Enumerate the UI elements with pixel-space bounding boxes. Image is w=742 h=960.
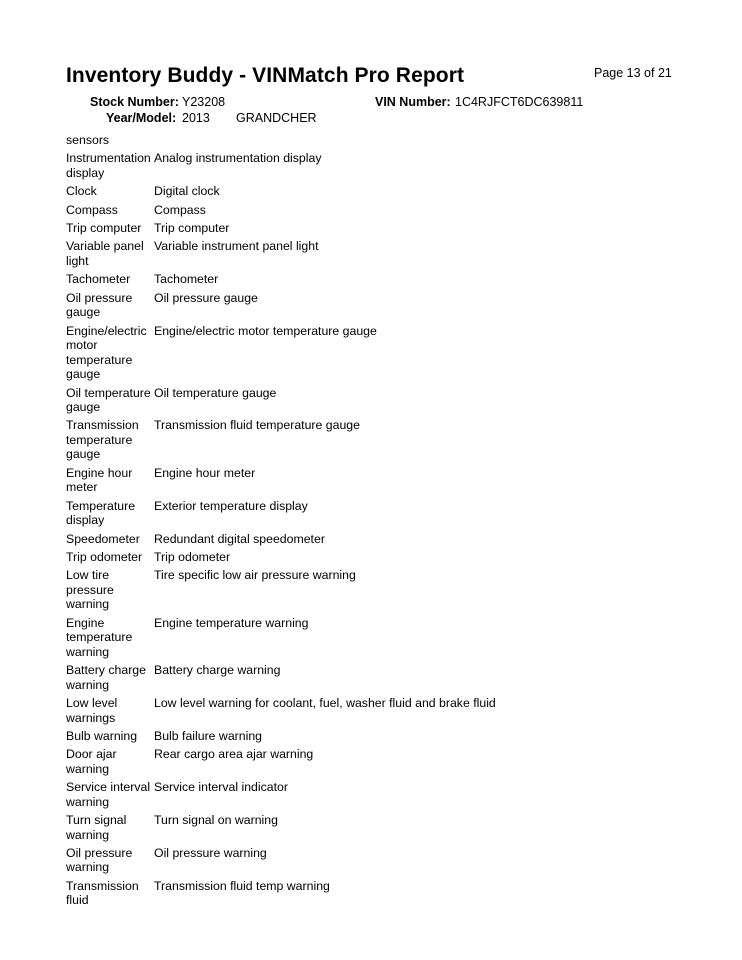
item-name: Clock xyxy=(66,184,97,199)
item-name: Door ajar warning xyxy=(66,747,117,776)
item-description: Variable instrument panel light xyxy=(154,239,319,254)
item-description: Turn signal on warning xyxy=(154,813,278,828)
list-item xyxy=(66,239,686,268)
item-description: Battery charge warning xyxy=(154,663,281,678)
item-description: Engine temperature warning xyxy=(154,615,309,630)
item-name: Engine/electric motor temperature gauge xyxy=(66,323,147,382)
item-description: Engine/electric motor temperature gauge xyxy=(154,323,377,338)
page-number: Page 13 of 21 xyxy=(594,66,672,80)
list-item xyxy=(66,532,686,547)
item-description: Trip odometer xyxy=(154,549,231,564)
item-description: Oil temperature gauge xyxy=(154,385,277,400)
item-name: Battery charge warning xyxy=(66,663,146,692)
item-name: Instrumentation display xyxy=(66,151,151,180)
item-name: Oil temperature gauge xyxy=(66,385,151,415)
item-name: Low tire pressure warning xyxy=(66,568,114,612)
list-item xyxy=(66,663,686,692)
item-name: Engine temperature warning xyxy=(66,615,133,659)
item-description: Rear cargo area ajar warning xyxy=(154,747,314,762)
list-item xyxy=(66,291,686,320)
model-value: GRANDCHER xyxy=(236,111,317,125)
list-item xyxy=(66,151,686,180)
item-description: Engine hour meter xyxy=(154,465,256,480)
item-name: Temperature display xyxy=(66,498,136,528)
item-description: Bulb failure warning xyxy=(154,728,263,743)
stock-number-label: Stock Number: xyxy=(90,95,179,109)
vin-label: VIN Number: xyxy=(375,95,451,109)
item-description: Exterior temperature display xyxy=(154,498,308,513)
list-item xyxy=(66,813,686,842)
item-name: Oil pressure warning xyxy=(66,845,133,875)
item-description: Trip computer xyxy=(154,221,230,236)
item-description: Tachometer xyxy=(154,272,219,287)
item-name: Variable panel light xyxy=(66,239,144,268)
stock-number-value: Y23208 xyxy=(182,95,226,109)
list-item xyxy=(66,466,686,495)
list-item xyxy=(66,747,686,776)
item-name: Trip computer xyxy=(66,221,142,236)
list-item xyxy=(66,324,686,382)
continued-text: sensors xyxy=(66,133,110,147)
item-name: Low level warnings xyxy=(66,696,118,725)
list-item xyxy=(66,879,686,908)
item-description: Compass xyxy=(154,202,206,217)
item-name: Compass xyxy=(66,202,118,217)
report-title: Inventory Buddy - VINMatch Pro Report xyxy=(66,64,465,87)
list-item xyxy=(66,696,686,725)
item-description: Tire specific low air pressure warning xyxy=(154,568,356,583)
list-item xyxy=(66,729,686,744)
item-description: Transmission fluid temperature gauge xyxy=(154,418,360,433)
list-item xyxy=(66,272,686,287)
item-description: Digital clock xyxy=(154,184,220,199)
equipment-list xyxy=(66,133,686,912)
item-description: Analog instrumentation display xyxy=(154,151,322,166)
item-description: Transmission fluid temp warning xyxy=(154,878,330,893)
item-description: Oil pressure warning xyxy=(154,845,267,860)
item-description: Redundant digital speedometer xyxy=(154,531,325,546)
list-item xyxy=(66,203,686,218)
list-item xyxy=(66,221,686,236)
year-model-label: Year/Model: xyxy=(106,111,177,125)
list-item xyxy=(66,184,686,199)
item-name: Transmission fluid xyxy=(66,878,139,908)
list-item xyxy=(66,418,686,462)
list-item xyxy=(66,568,686,612)
list-item xyxy=(66,846,686,875)
item-description: Low level warning for coolant, fuel, washer fluid and brake fluid xyxy=(154,696,496,711)
item-name: Trip odometer xyxy=(66,549,143,564)
item-name: Transmission temperature gauge xyxy=(66,418,139,462)
item-description: Service interval indicator xyxy=(154,780,288,795)
list-item xyxy=(66,550,686,565)
item-name: Speedometer xyxy=(66,531,140,546)
list-item xyxy=(66,386,686,415)
vin-value: 1C4RJFCT6DC639811 xyxy=(455,95,584,109)
item-name: Tachometer xyxy=(66,272,131,287)
list-item xyxy=(66,616,686,660)
item-name: Turn signal warning xyxy=(66,813,127,842)
item-description: Oil pressure gauge xyxy=(154,290,258,305)
item-name: Bulb warning xyxy=(66,728,138,743)
year-value: 2013 xyxy=(182,111,210,125)
list-item xyxy=(66,499,686,528)
item-name: Engine hour meter xyxy=(66,465,133,495)
item-name: Service interval warning xyxy=(66,780,151,809)
list-item xyxy=(66,780,686,809)
item-name: Oil pressure gauge xyxy=(66,290,133,320)
